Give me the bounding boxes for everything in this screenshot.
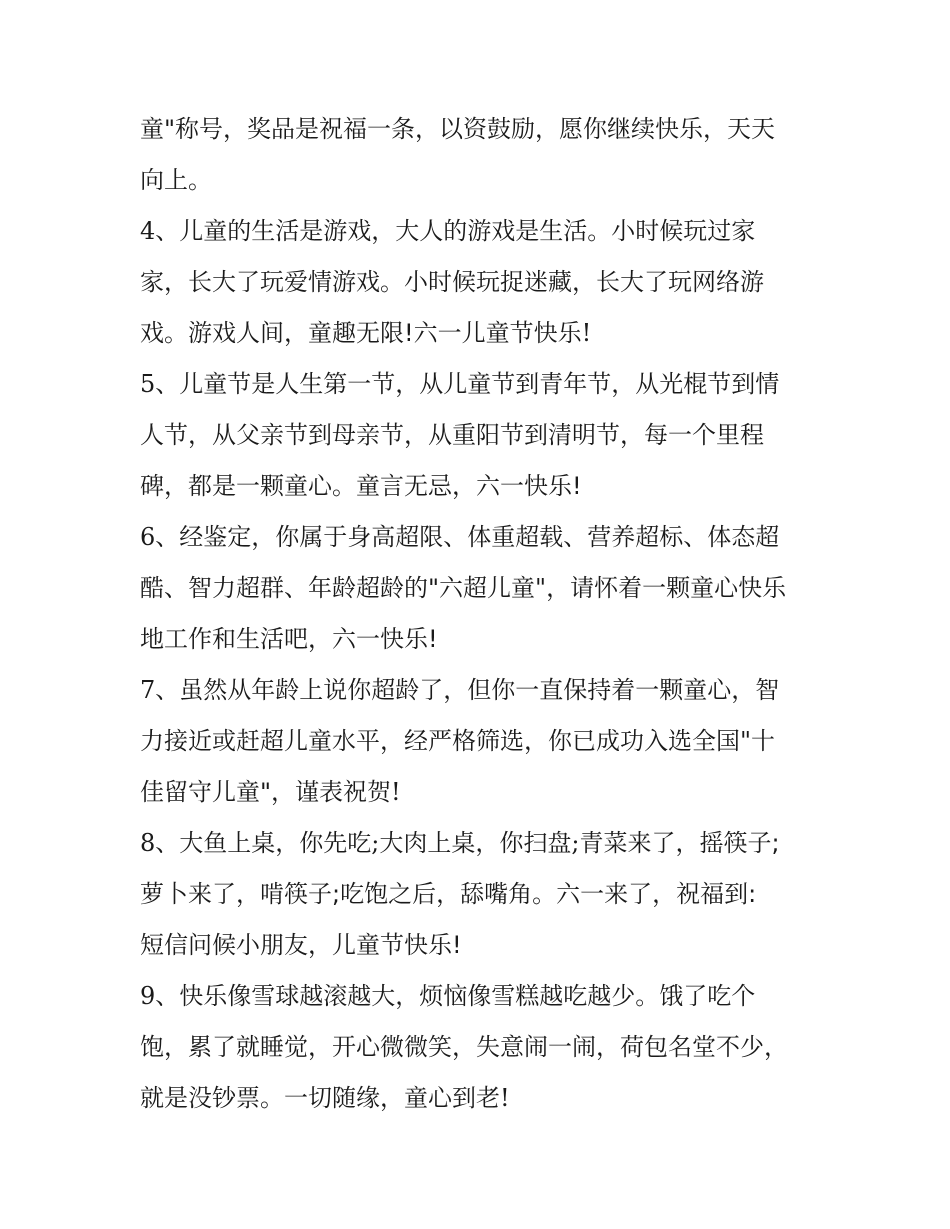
text-line xyxy=(140,104,820,155)
text-segment: 六一儿童节快乐! xyxy=(413,319,592,347)
text-segment: 青菜来了，摇筷子; xyxy=(579,829,780,857)
text-line xyxy=(140,308,820,359)
text-segment: 人节，从父亲节到母亲节，从重阳节到清明节，每一个里程 xyxy=(140,421,764,449)
text-segment: 就是没钞票。一切随缘，童心到老! xyxy=(140,1084,510,1112)
text-segment: 7、虽然从年龄上说你超龄了，但你一直保持着一颗童心，智 xyxy=(140,676,780,704)
text-segment: 童"称号，奖品是祝福一条，以资鼓励，愿你继续快乐，天天 xyxy=(140,115,776,143)
text-line xyxy=(140,461,820,512)
text-segment: 戏。游戏人间，童趣无限! xyxy=(140,319,414,347)
text-segment: 力接近或赶超儿童水平，经严格筛选，你已成功入选全国" xyxy=(140,727,752,755)
text-line xyxy=(140,614,820,665)
text-segment: 地工作和生活吧，六一快乐! xyxy=(140,625,438,653)
body-text xyxy=(140,104,820,1124)
text-line xyxy=(140,512,820,563)
text-line xyxy=(140,971,820,1022)
text-line xyxy=(140,767,820,818)
text-segment: 短信问候小朋友，儿童节快乐! xyxy=(140,931,462,959)
text-line xyxy=(140,818,820,869)
text-line xyxy=(140,716,820,767)
text-segment: 5、儿童节是人生第一节，从儿童节到青年节，从光棍节到情 xyxy=(140,370,780,398)
text-line xyxy=(140,665,820,716)
text-segment: 4、儿童的生活是游戏，大人的游戏是生活。小时候玩过家 xyxy=(140,217,756,245)
text-segment: 碑，都是一颗童心。童言无忌，六一快乐! xyxy=(140,472,582,500)
text-segment: 十 xyxy=(751,727,776,755)
text-line xyxy=(140,257,820,308)
text-line xyxy=(140,920,820,971)
text-line xyxy=(140,563,820,614)
text-segment: 萝卜来了，啃筷子;吃饱之后，舔嘴角。六一来了，祝福到: xyxy=(140,880,757,908)
text-line xyxy=(140,155,820,206)
text-segment: 酷、智力超群、年龄超龄的" xyxy=(140,574,440,602)
text-line xyxy=(140,206,820,257)
text-line xyxy=(140,359,820,410)
text-line xyxy=(140,1022,820,1073)
text-segment: 9、快乐像雪球越滚越大，烦恼像雪糕越吃越少。饿了吃个 xyxy=(140,982,756,1010)
text-line xyxy=(140,869,820,920)
text-segment: 家，长大了玩爱情游戏。小时候玩捉迷藏，长大了玩网络游 xyxy=(140,268,764,296)
text-segment: 6、经鉴定，你属于身高超限、体重超载、营养超标、体态超 xyxy=(140,523,780,551)
text-segment: 向上。 xyxy=(140,166,212,194)
text-segment: 8、大鱼上桌，你先吃;大肉上桌，你扫盘; xyxy=(140,829,580,857)
text-segment: 佳留守儿童" xyxy=(140,778,272,806)
text-segment: ，谨表祝贺! xyxy=(271,778,401,806)
text-segment: 饱，累了就睡觉，开心微微笑，失意闹一闹，荷包名堂不少， xyxy=(140,1033,788,1061)
text-segment: 六超儿童"，请怀着一颗童心快乐 xyxy=(439,574,787,602)
text-line xyxy=(140,1073,820,1124)
text-line xyxy=(140,410,820,461)
